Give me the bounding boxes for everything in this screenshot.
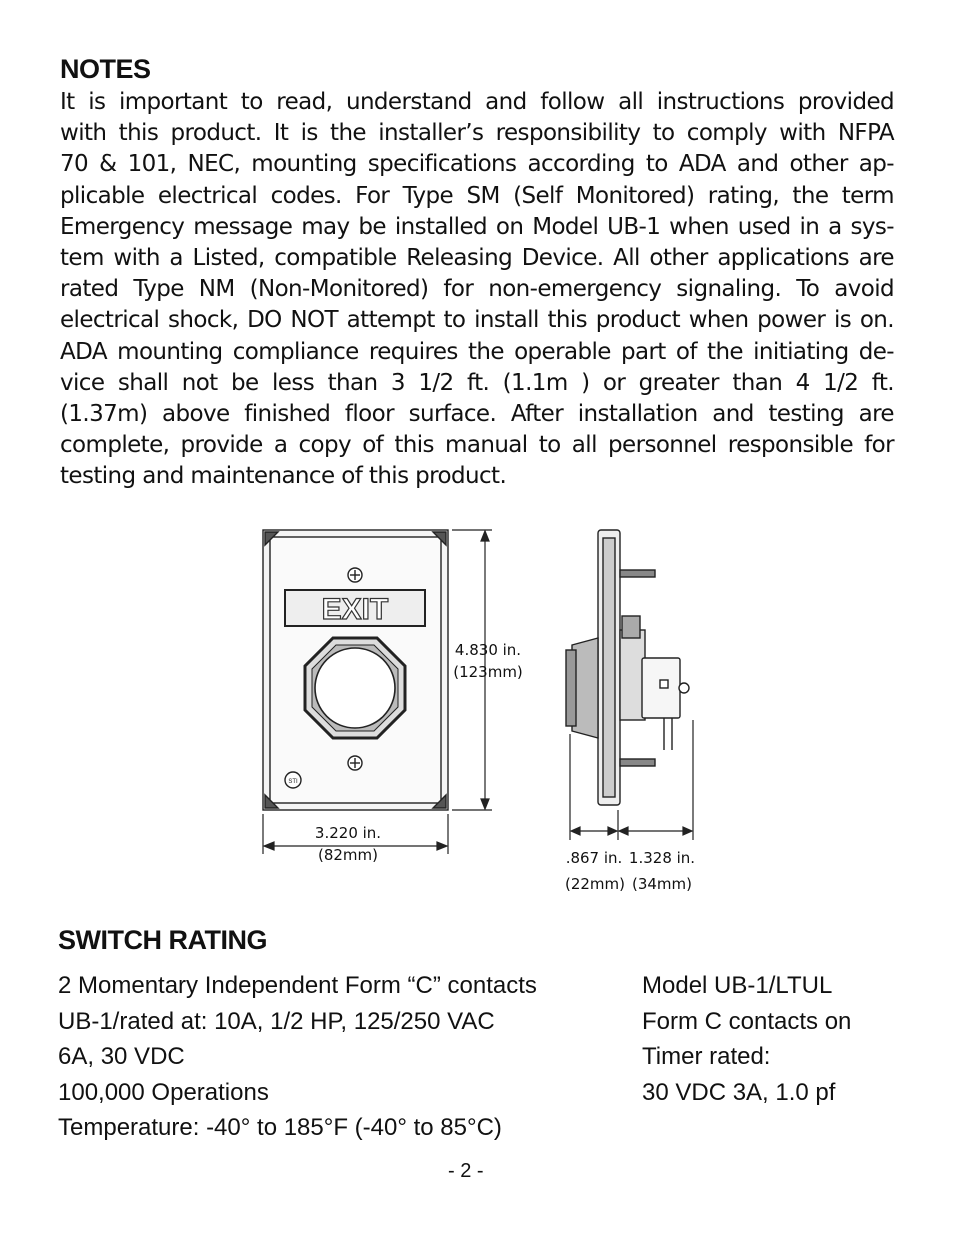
notes-line: testing and maintenance of this product. [60,463,507,490]
sti-badge-text: STI [288,779,298,785]
page-number: - 2 - [448,1160,484,1182]
depth-front-dimension-mm: (22mm) [564,875,626,893]
notes-line: complete, provide a copy of this manual to all personnel responsible for [60,432,894,459]
notes-line: Emergency message may be installed on Model UB-1 when used in a sys- [60,213,894,240]
rating-line: 6A, 30 VDC [58,1043,185,1071]
exit-sign-text: EXIT [321,593,389,626]
depth-back-dimension-label: 1.328 in. [628,849,696,867]
height-dimension-mm: (123mm) [453,663,523,681]
side-view [566,530,689,805]
notes-line: (1.37m) above finished floor surface. After installation and testing are [60,400,894,427]
switch-rating-right-column [642,968,851,1110]
rating-line: Model UB-1/LTUL [642,972,833,999]
notes-line: vice shall not be less than 3 1/2 ft. (1.1m ) or greater than 4 1/2 ft. [60,369,894,396]
rating-line: 30 VDC 3A, 1.0 pf [642,1078,836,1106]
product-dimension-diagram [250,520,710,900]
switch-rating-left-column [58,968,537,1146]
notes-line: rated Type NM (Non-Monitored) for non-emergency signaling. To avoid [60,276,894,303]
front-view [263,530,448,810]
notes-line: 70 & 101, NEC, mounting specifications according to ADA and other ap- [60,151,894,178]
notes-line: with this product. It is the installer’s responsibility to comply with NFPA [60,120,894,147]
width-dimension-label: 3.220 in. [314,824,382,842]
notes-body [60,87,894,492]
switch-rating-heading: SWITCH RATING [58,925,267,955]
notes-line: ADA mounting compliance requires the operable part of the initiating de- [60,338,894,365]
rating-line: UB-1/rated at: 10A, 1/2 HP, 125/250 VAC [58,1007,495,1035]
notes-line: tem with a Listed, compatible Releasing Device. All other applications are [60,244,894,271]
rating-line: 100,000 Operations [58,1078,269,1106]
depth-dimension-line [570,720,693,840]
rating-line: 2 Momentary Independent Form “C” contacts [58,972,537,999]
width-dimension-mm: (82mm) [317,846,379,864]
notes-line: It is important to read, understand and follow all instructions provided [60,89,894,115]
depth-front-dimension-label: .867 in. [565,849,623,867]
notes-heading: NOTES [60,54,151,84]
height-dimension-label: 4.830 in. [454,641,522,659]
rating-line: Timer rated: [642,1043,771,1071]
rating-line: Form C contacts on [642,1007,852,1035]
notes-line: electrical shock, DO NOT attempt to install this product when power is on. [60,307,894,334]
depth-back-dimension-mm: (34mm) [631,875,693,893]
rating-line: Temperature: -40° to 185°F (-40° to 85°C) [58,1114,502,1142]
notes-line: plicable electrical codes. For Type SM (Self Monitored) rating, the term [60,182,894,209]
